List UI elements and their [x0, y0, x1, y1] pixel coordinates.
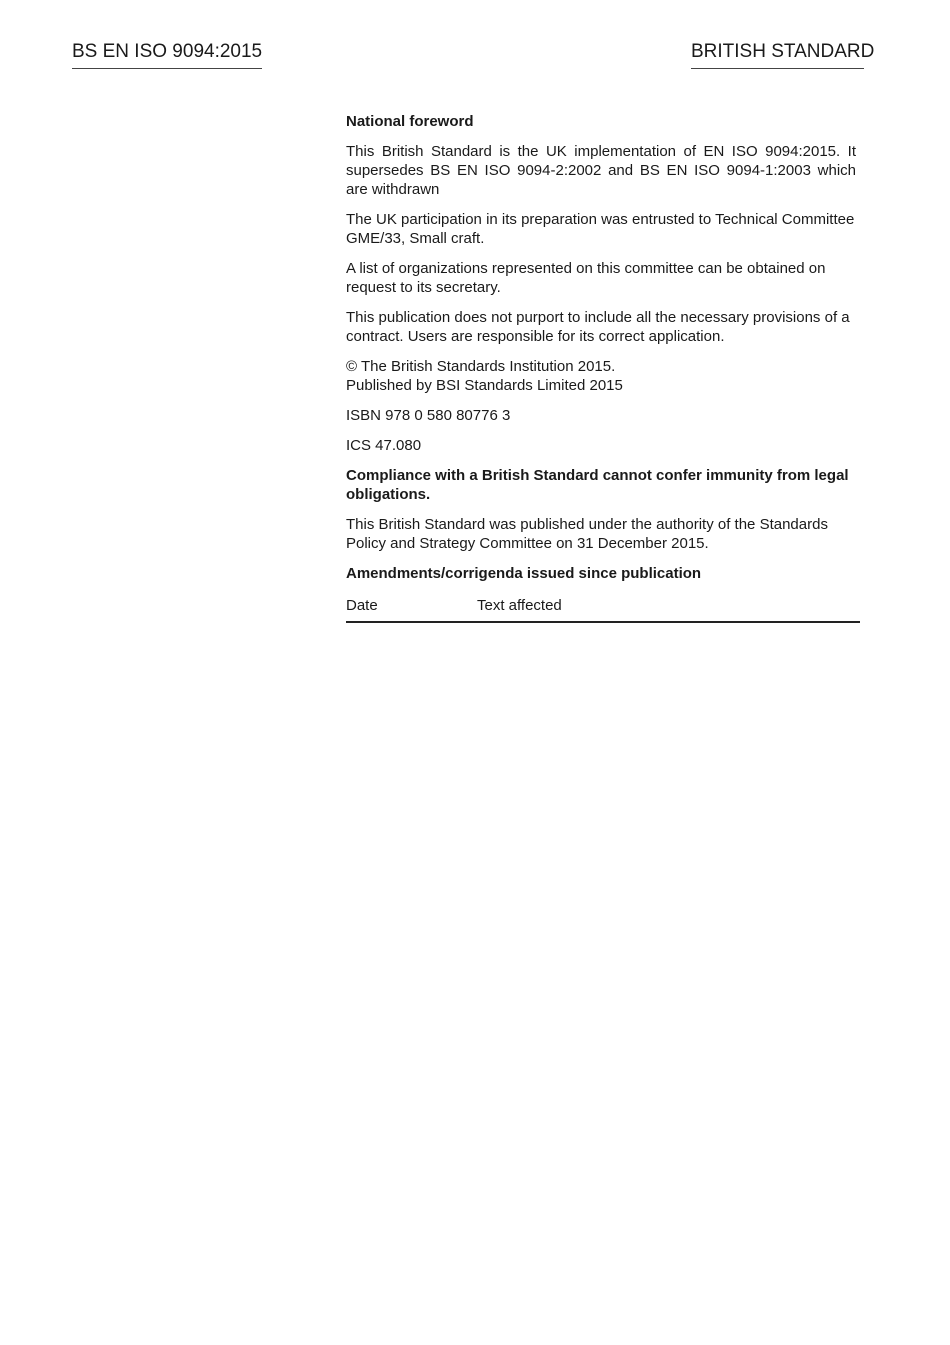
amendments-title: Amendments/corrigenda issued since publication — [346, 565, 702, 582]
publisher-line: Published by BSI Standards Limited 2015 — [346, 377, 623, 394]
copyright-line: © The British Standards Institution 2015. — [346, 358, 616, 375]
national-foreword-section — [346, 112, 856, 623]
copyright-block — [346, 357, 856, 395]
foreword-paragraph-participation: The UK participation in its preparation was entrusted to Technical Committee GME/33, Small craft. — [346, 211, 855, 247]
foreword-paragraph-implementation: This British Standard is the UK implementation of EN ISO 9094:2015. It supersedes BS EN ISO 9094-2:2002 and BS EN ISO 9094-1:2003 which are withdrawn — [346, 143, 856, 198]
table-header-row — [346, 594, 860, 622]
compliance-statement: Compliance with a British Standard cannot confer immunity from legal obligations. — [346, 467, 849, 503]
authority-statement: This British Standard was published under the authority of the Standards Policy and Strategy Committee on 31 December 2015. — [346, 516, 828, 552]
column-header-text-affected: Text affected — [477, 597, 562, 614]
foreword-title: National foreword — [346, 113, 474, 130]
foreword-paragraph-organizations: A list of organizations represented on this committee can be obtained on request to its secretary. — [346, 260, 826, 296]
standard-type-header: BRITISH STANDARD — [691, 40, 864, 69]
column-header-date: Date — [346, 597, 378, 614]
document-code-header: BS EN ISO 9094:2015 — [72, 40, 262, 69]
isbn-line: ISBN 978 0 580 80776 3 — [346, 407, 511, 424]
amendments-table — [346, 594, 860, 623]
foreword-paragraph-contract: This publication does not purport to include all the necessary provisions of a contract. Users are responsible for its correct application. — [346, 309, 850, 345]
ics-line: ICS 47.080 — [346, 437, 422, 454]
